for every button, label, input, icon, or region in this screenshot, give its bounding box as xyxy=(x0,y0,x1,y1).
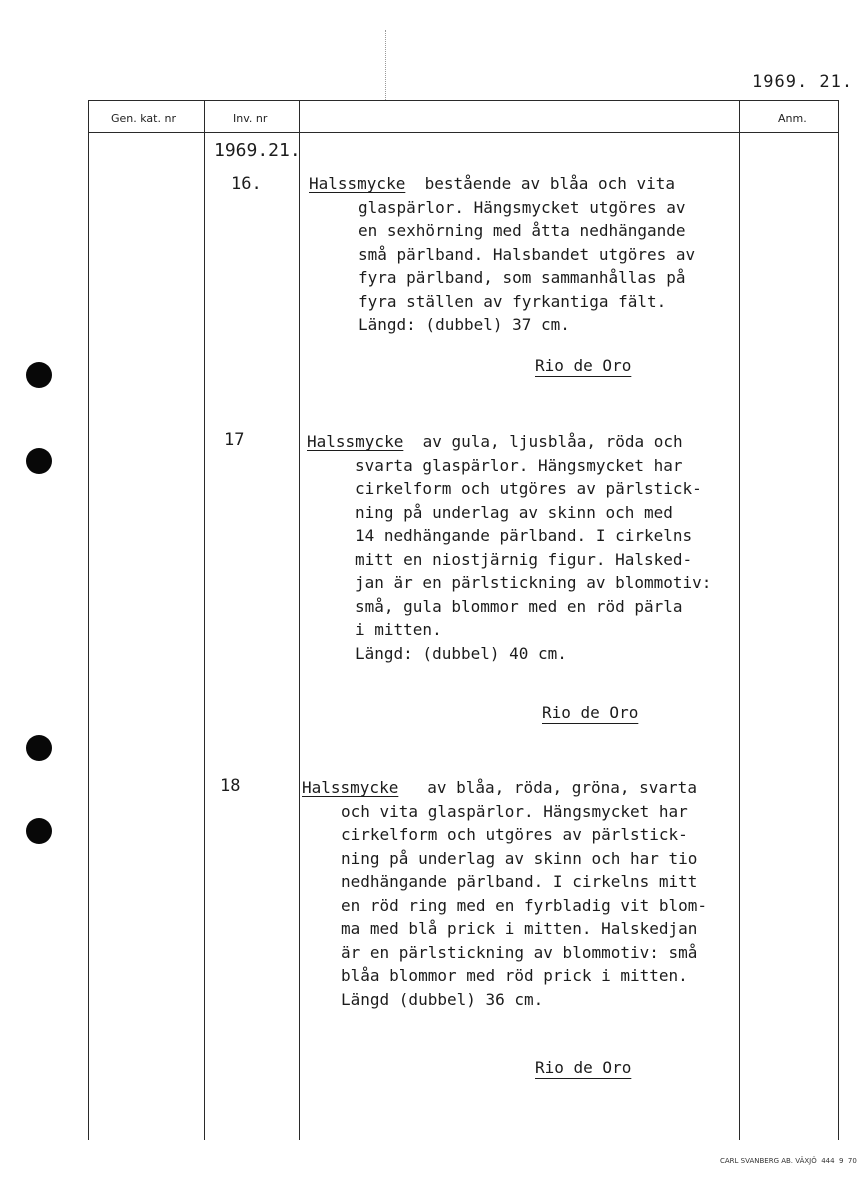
entry-line: fyra ställen av fyrkantiga fält. xyxy=(358,291,667,311)
entry-line: Längd (dubbel) 36 cm. xyxy=(341,989,544,1009)
punch-hole xyxy=(26,448,52,474)
header-bottom-rule xyxy=(88,132,839,133)
entry-line: Längd: (dubbel) 37 cm. xyxy=(358,315,570,334)
entry-title: Halssmycke xyxy=(307,432,404,451)
column-header-anm: Anm. xyxy=(778,112,807,125)
entry-line: små, gula blommor med en röd pärla xyxy=(355,596,683,616)
entry-line: 14 nedhängande pärlband. I cirkelns xyxy=(355,526,693,545)
column-divider xyxy=(88,100,89,1140)
column-divider xyxy=(299,100,300,1140)
inventory-year: 1969.21. xyxy=(214,140,301,161)
header-top-rule xyxy=(88,100,839,101)
entry-first-line-text: av blåa, röda, gröna, svarta xyxy=(398,778,697,797)
entry-description xyxy=(307,430,711,665)
entry-title: Halssmycke xyxy=(309,174,406,193)
entry-first-line-text: av gula, ljusblåa, röda och xyxy=(403,432,683,451)
entry-origin: Rio de Oro xyxy=(535,356,632,375)
entry-line: ma med blå prick i mitten. Halskedjan xyxy=(341,919,698,938)
column-divider xyxy=(204,100,205,1140)
entry-line: svarta glaspärlor. Hängsmycket har xyxy=(355,455,683,475)
entry-first-line xyxy=(302,776,707,800)
entry-line: mitt en niostjärnig figur. Halsked- xyxy=(355,549,693,569)
entry-line: cirkelform och utgöres av pärlstick- xyxy=(341,825,688,844)
entry-line: små pärlband. Halsbandet utgöres av xyxy=(358,244,696,264)
entry-description xyxy=(309,172,695,337)
entry-line: är en pärlstickning av blommotiv: små xyxy=(341,942,698,962)
entry-line: cirkelform och utgöres av pärlstick- xyxy=(355,479,702,498)
entry-first-line xyxy=(309,172,695,196)
entry-line: och vita glaspärlor. Hängsmycket har xyxy=(341,801,688,821)
entry-body xyxy=(302,800,707,1012)
entry-line: ning på underlag av skinn och med xyxy=(355,502,673,522)
catalog-number: 1969. 21. xyxy=(752,72,854,92)
inventory-number: 16. xyxy=(231,174,262,194)
entry-body xyxy=(309,196,695,337)
entry-line: fyra pärlband, som sammanhållas på xyxy=(358,268,686,287)
column-divider xyxy=(739,100,740,1140)
inventory-number: 18 xyxy=(220,776,241,796)
entry-first-line-text: bestående av blåa och vita xyxy=(405,174,676,193)
punch-hole xyxy=(26,362,52,388)
inventory-number: 17 xyxy=(224,430,245,450)
printer-imprint: CARL SVANBERG AB. VÄXJÖ 444 9 70 xyxy=(720,1157,857,1165)
entry-line: i mitten. xyxy=(355,620,442,639)
entry-description xyxy=(302,776,707,1011)
entry-line: jan är en pärlstickning av blommotiv: xyxy=(355,573,712,592)
entry-first-line xyxy=(307,430,711,454)
entry-line: glaspärlor. Hängsmycket utgöres av xyxy=(358,197,686,217)
column-header-gen-kat-nr: Gen. kat. nr xyxy=(111,112,176,125)
entry-origin: Rio de Oro xyxy=(535,1058,632,1077)
entry-origin: Rio de Oro xyxy=(542,703,639,722)
entry-line: en sexhörning med åtta nedhängande xyxy=(358,221,686,240)
column-divider xyxy=(838,100,839,1140)
entry-line: nedhängande pärlband. I cirkelns mitt xyxy=(341,872,698,891)
entry-line: ning på underlag av skinn och har tio xyxy=(341,848,698,868)
column-header-inv-nr: Inv. nr xyxy=(233,112,268,125)
scan-specks xyxy=(385,30,390,100)
entry-line: blåa blommor med röd prick i mitten. xyxy=(341,966,688,985)
entry-body xyxy=(307,454,711,666)
entry-line: Längd: (dubbel) 40 cm. xyxy=(355,643,567,663)
punch-hole xyxy=(26,818,52,844)
entry-line: en röd ring med en fyrbladig vit blom- xyxy=(341,895,708,915)
punch-hole xyxy=(26,735,52,761)
entry-title: Halssmycke xyxy=(302,778,399,797)
